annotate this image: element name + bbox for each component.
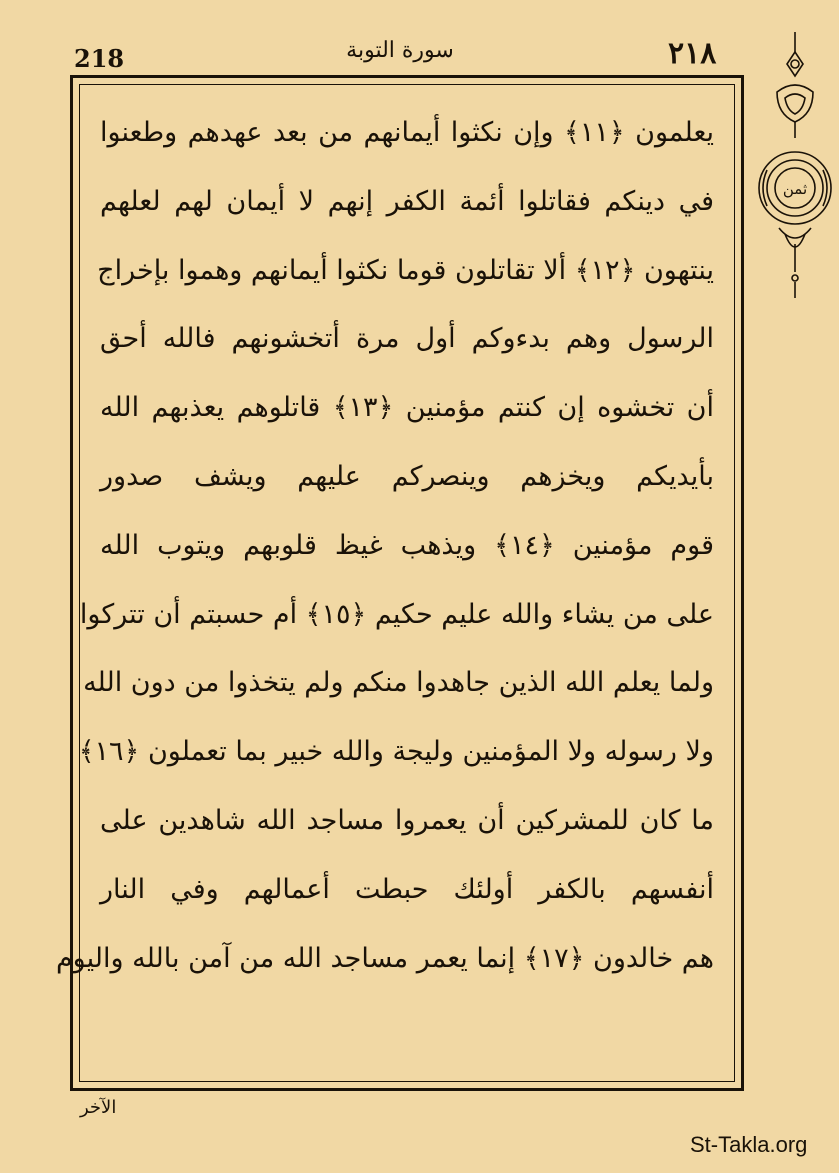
catchword: الآخر [80, 1097, 117, 1118]
page-number-left: 218 [74, 44, 125, 73]
page-frame-inner [55, 84, 735, 1082]
text-line-12: أنفسهم بالكفر أولئك حبطت أعمالهم وفي النار [100, 873, 714, 905]
site-watermark: St-Takla.org [690, 1132, 808, 1157]
hizb-marker-label: ثمن [782, 180, 808, 198]
text-line-8: على من يشاء والله عليم حكيم ﴿١٥﴾ أم حسبتم أن تتركوا [79, 598, 714, 630]
text-line-10: ولا رسوله ولا المؤمنين وليجة والله خبير بما تعملون ﴿١٦﴾ [78, 736, 714, 768]
text-line-4: الرسول وهم بدءوكم أول مرة أتخشونهم فالله أحق [100, 323, 714, 355]
text-line-9: ولما يعلم الله الذين جاهدوا منكم ولم يتخذوا من دون الله [83, 667, 714, 699]
text-line-11: ما كان للمشركين أن يعمروا مساجد الله شاهدين على [100, 804, 714, 836]
hizb-marker-ornament [755, 30, 835, 300]
text-line-1: يعلمون ﴿١١﴾ وإن نكثوا أيمانهم من بعد عهدهم وطعنوا [100, 117, 714, 148]
text-line-6: بأيديكم ويخزهم وينصركم عليهم ويشف صدور [100, 460, 714, 492]
text-line-13: هم خالدون ﴿١٧﴾ إنما يعمر مساجد الله من آمن بالله واليوم [55, 942, 714, 974]
quran-text-block [55, 99, 714, 1067]
text-line-2: في دينكم فقاتلوا أئمة الكفر إنهم لا أيمان لهم لعلهم [100, 185, 714, 217]
text-line-5: أن تخشوه إن كنتم مؤمنين ﴿١٣﴾ قاتلوهم يعذبهم الله [100, 392, 714, 424]
page-number-right: ٢١٨ [668, 36, 717, 71]
text-line-7: قوم مؤمنين ﴿١٤﴾ ويذهب غيظ قلوبهم ويتوب الله [100, 529, 714, 561]
page-frame [55, 75, 744, 1091]
surah-title: سورة التوبة [346, 38, 454, 63]
text-line-3: ينتهون ﴿١٢﴾ ألا تقاتلون قوما نكثوا أيمانهم وهموا بإخراج [97, 254, 714, 286]
